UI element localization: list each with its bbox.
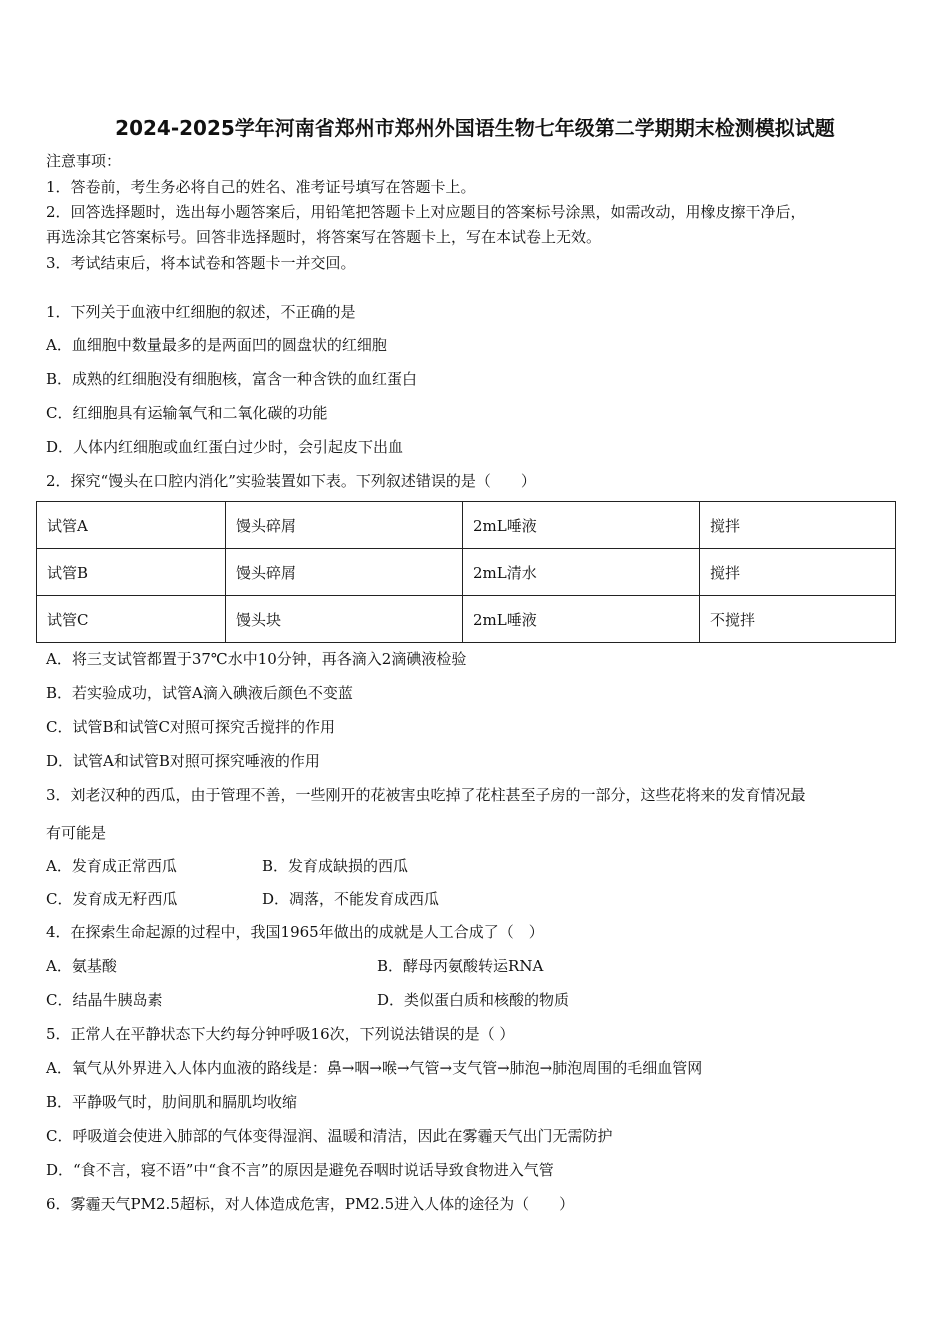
page-title: 2024-2025学年河南省郑州市郑州外国语生物七年级第二学期期末检测模拟试题 [115, 116, 835, 140]
notice-item: 3．考试结束后，将本试卷和答题卡一并交回。 [46, 254, 356, 272]
notice-item: 1．答卷前，考生务必将自己的姓名、准考证号填写在答题卡上。 [46, 178, 476, 196]
table-cell: 搅拌 [700, 502, 896, 549]
table-cell: 试管C [37, 596, 226, 643]
question-3-option-b: B．发育成缺损的西瓜 [262, 857, 409, 875]
table-cell: 搅拌 [700, 549, 896, 596]
table-cell: 馒头碎屑 [226, 549, 463, 596]
question-5-stem: 5．正常人在平静状态下大约每分钟呼吸16次，下列说法错误的是（ ） [46, 1025, 515, 1043]
question-2-stem: 2．探究“馒头在口腔内消化”实验装置如下表。下列叙述错误的是（ ） [46, 472, 536, 490]
experiment-table [36, 501, 896, 643]
notice-item: 再选涂其它答案标号。回答非选择题时，将答案写在答题卡上，写在本试卷上无效。 [46, 228, 602, 246]
question-1-option-a: A．血细胞中数量最多的是两面凹的圆盘状的红细胞 [46, 336, 387, 354]
table-row [37, 502, 896, 549]
question-1-option-c: C．红细胞具有运输氧气和二氧化碳的功能 [46, 404, 328, 422]
question-5-option-a: A．氧气从外界进入人体内血液的路线是：鼻→咽→喉→气管→支气管→肺泡→肺泡周围的毛细血管网 [46, 1059, 703, 1077]
question-1-stem: 1．下列关于血液中红细胞的叙述，不正确的是 [46, 303, 356, 321]
question-6-stem: 6．雾霾天气PM2.5超标，对人体造成危害，PM2.5进入人体的途径为（ ） [46, 1195, 575, 1213]
notice-heading: 注意事项： [46, 152, 122, 170]
table-cell: 不搅拌 [700, 596, 896, 643]
question-2-option-b: B．若实验成功，试管A滴入碘液后颜色不变蓝 [46, 684, 353, 702]
table-row [37, 596, 896, 643]
question-4-stem: 4．在探索生命起源的过程中，我国1965年做出的成就是人工合成了（ ） [46, 923, 544, 941]
question-1-option-d: D．人体内红细胞或血红蛋白过少时，会引起皮下出血 [46, 438, 404, 456]
question-1-option-b: B．成熟的红细胞没有细胞核，富含一种含铁的血红蛋白 [46, 370, 418, 388]
question-5-option-c: C．呼吸道会使进入肺部的气体变得湿润、温暖和清洁，因此在雾霾天气出门无需防护 [46, 1127, 613, 1145]
table-cell: 2mL唾液 [463, 502, 700, 549]
table-cell: 2mL唾液 [463, 596, 700, 643]
question-4-option-b: B．酵母丙氨酸转运RNA [377, 957, 544, 975]
question-2-option-d: D．试管A和试管B对照可探究唾液的作用 [46, 752, 320, 770]
question-3-stem: 3．刘老汉种的西瓜，由于管理不善，一些刚开的花被害虫吃掉了花柱甚至子房的一部分，这些花将来的发育情况最 [46, 786, 806, 804]
question-5-option-d: D．“食不言，寝不语”中“食不言”的原因是避免吞咽时说话导致食物进入气管 [46, 1161, 554, 1179]
question-3-option-d: D．凋落，不能发育成西瓜 [262, 890, 440, 908]
question-4-option-d: D．类似蛋白质和核酸的物质 [377, 991, 570, 1009]
table-cell: 2mL清水 [463, 549, 700, 596]
table-cell: 馒头碎屑 [226, 502, 463, 549]
table-cell: 试管A [37, 502, 226, 549]
table-cell: 试管B [37, 549, 226, 596]
notice-item: 2．回答选择题时，选出每小题答案后，用铅笔把答题卡上对应题目的答案标号涂黑，如需改动，用橡皮擦干净后， [46, 203, 806, 221]
question-5-option-b: B．平静吸气时，肋间肌和膈肌均收缩 [46, 1093, 298, 1111]
question-2-option-c: C．试管B和试管C对照可探究舌搅拌的作用 [46, 718, 335, 736]
table-cell: 馒头块 [226, 596, 463, 643]
question-3-stem-cont: 有可能是 [46, 824, 107, 842]
question-4-option-a: A．氨基酸 [46, 957, 117, 975]
question-3-option-c: C．发育成无籽西瓜 [46, 890, 178, 908]
question-2-option-a: A．将三支试管都置于37℃水中10分钟，再各滴入2滴碘液检验 [46, 650, 467, 668]
table-row [37, 549, 896, 596]
question-4-option-c: C．结晶牛胰岛素 [46, 991, 163, 1009]
question-3-option-a: A．发育成正常西瓜 [46, 857, 177, 875]
